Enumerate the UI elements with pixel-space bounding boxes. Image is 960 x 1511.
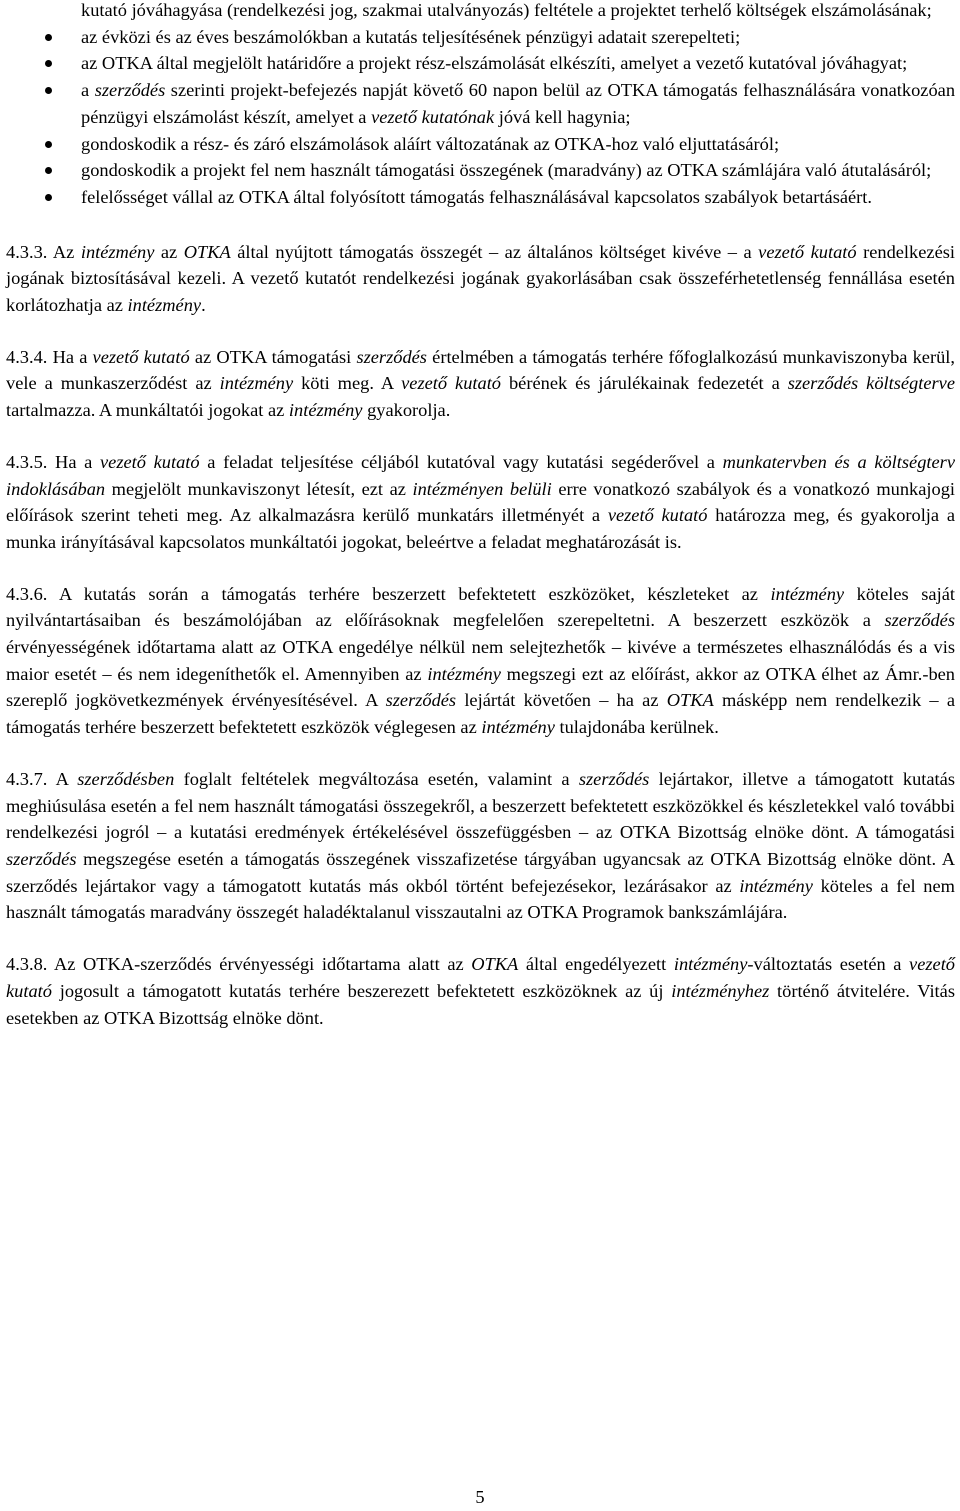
bullet-list bbox=[6, 0, 955, 211]
text-run: foglalt feltételek megváltozása esetén, valamint a bbox=[174, 768, 579, 789]
text-run: tulajdonába kerülnek. bbox=[554, 717, 719, 738]
text-run: bérének és járulékainak fedezetét a bbox=[501, 373, 788, 394]
italic-term: szerződés bbox=[578, 768, 650, 789]
text-run: köti meg. A bbox=[293, 373, 402, 394]
section-number: 4.3.8. bbox=[6, 954, 48, 975]
italic-term: szerződés bbox=[385, 690, 457, 711]
section-number: 4.3.7. bbox=[6, 768, 48, 789]
text-run: lejártát követően – ha az bbox=[456, 690, 667, 711]
italic-term: intézmény bbox=[481, 717, 555, 738]
text-run: megszegése esetén a támogatás összegének visszafizetése tárgyában ugyancsak az OTKA Bizottság elnöke dönt. A szerződés lejártakor vagy a támogatott kutatás más okból történt befejezésekor, lezárásakor az bbox=[6, 848, 955, 896]
italic-term: intézményhez bbox=[671, 980, 770, 1001]
text-run: . bbox=[201, 295, 206, 316]
italic-term: vezető kutató bbox=[92, 346, 190, 367]
italic-term: vezető kutató bbox=[100, 451, 200, 472]
section-number: 4.3.4. bbox=[6, 346, 48, 367]
section-paragraph bbox=[6, 581, 955, 741]
text-run: történő átvitelére. Vitás esetekben az OTKA Bizottság elnöke dönt. bbox=[6, 980, 955, 1028]
text-run: az bbox=[154, 241, 184, 262]
italic-term: intézmény bbox=[219, 373, 294, 394]
italic-term: intézmény bbox=[770, 583, 845, 604]
section-number: 4.3.6. bbox=[6, 583, 48, 604]
italic-term: szerződés költségterve bbox=[787, 373, 956, 394]
italic-term: vezető kutatónak bbox=[371, 106, 495, 127]
text-run: jóvá kell hagynia; bbox=[494, 106, 631, 127]
bullet-dot-icon bbox=[45, 87, 52, 94]
text-run: határozza meg, és gyakorolja a munka irányításával kapcsolatos munkáltatói jogokat, beleértve a feladat meghatározását is. bbox=[6, 505, 955, 552]
bullet-dot-icon bbox=[45, 141, 52, 148]
italic-term: intézmény bbox=[127, 295, 202, 316]
bullet-dot-icon bbox=[45, 194, 52, 201]
section-paragraph bbox=[6, 951, 955, 1031]
text-run: megjelölt munkaviszonyt létesít, ezt az bbox=[105, 478, 413, 499]
text-run: jogosult a támogatott kutatás terhére beszerezett befektetett eszközöknek az új bbox=[51, 980, 672, 1001]
text-run: másképp nem rendelkezik – a támogatás terhére beszerzett befektetett eszközök véglegesen az bbox=[6, 690, 955, 738]
italic-term: szerződés bbox=[6, 848, 77, 869]
italic-term: szerződés bbox=[884, 610, 955, 631]
text-run: A kutatás során a támogatás terhére beszerzett befektetett eszközöket, készleteket az bbox=[47, 583, 771, 604]
text-run: Ha a bbox=[47, 346, 93, 367]
italic-term: OTKA bbox=[471, 954, 519, 975]
paragraph-gap bbox=[6, 424, 955, 449]
text-run: Az OTKA-szerződés érvényességi időtartama alatt az bbox=[47, 954, 472, 975]
section-paragraph bbox=[6, 766, 955, 926]
paragraphs bbox=[6, 211, 955, 1032]
section-number: 4.3.3. bbox=[6, 241, 48, 262]
bullet-item bbox=[6, 0, 955, 24]
text-run: az évközi és az éves beszámolókban a kutatás teljesítésének pénzügyi adatait szerepelteti; bbox=[81, 26, 741, 47]
italic-term: intézmény bbox=[739, 875, 813, 896]
text-run: gyakorolja. bbox=[362, 400, 451, 421]
text-run: gondoskodik a rész- és záró elszámolások aláírt változatának az OTKA-hoz való eljuttatásáról; bbox=[81, 133, 780, 154]
text-run: Ha a bbox=[47, 451, 101, 472]
text-run: a feladat teljesítése céljából kutatóval vagy kutatási segéderővel a bbox=[199, 451, 723, 472]
italic-term: intézmény bbox=[80, 241, 155, 262]
text-run: köteles saját nyilvántartásaiban és beszámolójában az előírásoknak megfelelően szerepeltetni. A beszerzett eszközök a bbox=[6, 583, 955, 631]
paragraph-gap bbox=[6, 319, 955, 344]
italic-term: szerződésben bbox=[77, 768, 175, 789]
text-run: változtatás esetén a bbox=[753, 954, 910, 975]
section-paragraph bbox=[6, 449, 955, 556]
italic-term: OTKA bbox=[666, 690, 714, 711]
text-run: által engedélyezett bbox=[518, 954, 674, 975]
text-run: tartalmazza. A munkáltatói jogokat az bbox=[6, 400, 289, 421]
text-run: rendelkezési jogának biztosításával kezeli. A vezető kutatót rendelkezési jogának gyakorlásában csak összeférhetetlenség fennállása esetén korlátozhatja az bbox=[6, 241, 955, 316]
italic-term: munkatervben és a költségterv indoklásában bbox=[6, 451, 955, 499]
text-run: megszegi ezt az előírást, akkor az OTKA élhet az Ámr.-ben szereplő jogkövetkezmények érvényesítésével. A bbox=[6, 663, 956, 711]
section-paragraph bbox=[6, 344, 955, 424]
italic-term: intézmény bbox=[288, 400, 363, 421]
paragraph-gap bbox=[6, 741, 955, 766]
text-run: lejártakor, illetve a támogatott kutatás meghiúsulása esetén a fel nem használt támogatási összegekről, a beszerzett befektetett eszközökkel és készletekkel való további rendelkezési jogról – a kutatási eredmények értékelésével összefüggésben – az OTKA Bizottság elnöke dönt. A támogatási bbox=[6, 768, 955, 843]
text-run: a bbox=[81, 80, 95, 101]
text-run: szerinti projekt-befejezés napját követő 60 napon belül az OTKA támogatás felhasználására vonatkozóan pénzügyi elszámolást készít, amelyet a bbox=[81, 80, 956, 127]
paragraph-gap bbox=[6, 926, 955, 951]
text-run: Az bbox=[47, 241, 81, 262]
text-run: A bbox=[47, 768, 78, 789]
page-number: 5 bbox=[475, 1487, 485, 1507]
bullet-item bbox=[6, 131, 955, 158]
text-run: érvényességének időtartama alatt az OTKA engedélye nélkül nem selejtezhetők – kivéve a természetes elhasználódás és a vis maior esetét – és nem idegeníthetők el. Amennyiben az bbox=[6, 637, 955, 684]
italic-term: intézmény- bbox=[673, 954, 754, 975]
text-run: felelősséget vállal az OTKA által folyósított támogatás felhasználásával kapcsolatos szabályok betartásáért. bbox=[81, 186, 873, 207]
italic-term: intézmény bbox=[427, 663, 501, 684]
italic-term: szerződés bbox=[94, 80, 166, 101]
bullet-dot-icon bbox=[45, 34, 52, 41]
italic-term: intézményen belüli bbox=[412, 478, 552, 499]
text-run: az OTKA támogatási bbox=[189, 346, 357, 367]
italic-term: szerződés bbox=[356, 346, 427, 367]
italic-term: OTKA bbox=[183, 241, 231, 262]
bullet-item bbox=[6, 184, 955, 211]
bullet-item bbox=[6, 157, 955, 184]
bullet-dot-icon bbox=[45, 60, 52, 67]
bullet-item bbox=[6, 24, 955, 51]
text-run: gondoskodik a projekt fel nem használt támogatási összegének (maradvány) az OTKA számlájára való átutalásáról; bbox=[81, 160, 932, 181]
paragraph-gap bbox=[6, 556, 955, 581]
italic-term: vezető kutató bbox=[401, 373, 502, 394]
section-paragraph bbox=[6, 239, 955, 319]
text-run: köteles a fel nem használt támogatás maradvány összegét haladéktalanul visszautalni az OTKA Programok bankszámlájára. bbox=[6, 875, 955, 923]
bullet-dot-icon bbox=[45, 167, 52, 174]
italic-term: vezető kutató bbox=[758, 241, 857, 262]
text-run: kutató jóváhagyása (rendelkezési jog, szakmai utalványozás) feltétele a projektet terhelő költségek elszámolásának; bbox=[81, 0, 932, 20]
bullet-item bbox=[6, 77, 955, 130]
italic-term: vezető kutató bbox=[607, 505, 708, 526]
paragraph-gap bbox=[6, 211, 955, 239]
section-number: 4.3.5. bbox=[6, 451, 48, 472]
text-run: értelmében a támogatás terhére főfoglalkozású munkaviszonyba kerül, vele a munkaszerződést az bbox=[6, 346, 955, 394]
italic-term: vezető kutató bbox=[6, 954, 955, 1001]
text-run: az OTKA által megjelölt határidőre a projekt rész-elszámolását elkészíti, amelyet a vezető kutatóval jóváhagyat; bbox=[81, 53, 908, 74]
bullet-item bbox=[6, 50, 955, 77]
text-run: erre vonatkozó szabályok és a vonatkozó munkajogi előírások szerint teheti meg. Az alkalmazásra kerülő munkatárs illetményét a bbox=[6, 478, 956, 526]
document-page bbox=[6, 0, 955, 1031]
text-run: által nyújtott támogatás összegét – az általános költséget kivéve – a bbox=[230, 241, 759, 262]
